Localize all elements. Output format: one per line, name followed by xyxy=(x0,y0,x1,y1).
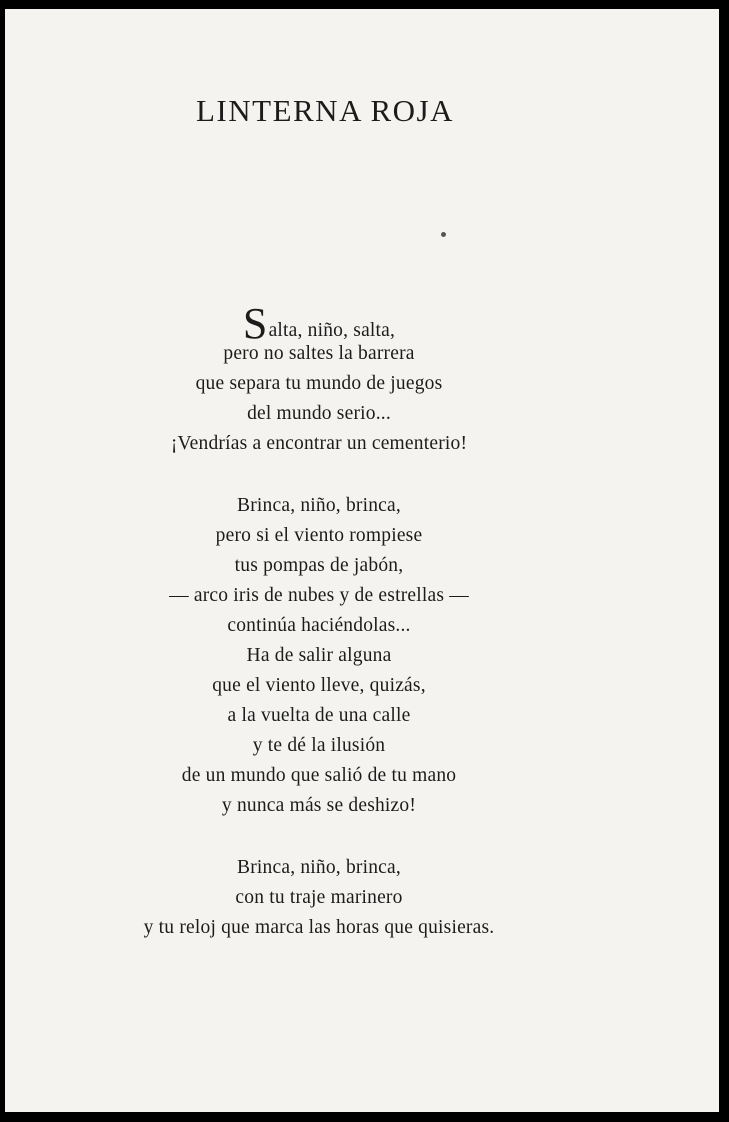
poem-line xyxy=(5,299,633,348)
poem-line: que el viento lleve, quizás, xyxy=(212,675,426,696)
drop-cap: S xyxy=(242,299,268,348)
stanza-3 xyxy=(5,853,633,943)
stanza-2 xyxy=(5,491,633,821)
poem-line: pero no saltes la barrera xyxy=(223,343,415,364)
poem-line: con tu traje marinero xyxy=(235,887,403,908)
poem-title: LINTERNA ROJA xyxy=(195,93,455,128)
poem-body xyxy=(5,299,633,975)
poem-line: pero si el viento rompiese xyxy=(215,525,423,546)
poem-line: y tu reloj que marca las horas que quisieras. xyxy=(143,917,495,938)
ink-speck xyxy=(441,232,446,237)
poem-line: Ha de salir alguna xyxy=(246,645,392,666)
poem-line: a la vuelta de una calle xyxy=(227,705,411,726)
poem-line: y nunca más se deshizo! xyxy=(221,795,417,816)
first-line-text: alta, niño, salta, xyxy=(268,320,396,341)
poem-line: ¡Vendrías a encontrar un cementerio! xyxy=(170,433,468,454)
poem-line: — arco iris de nubes y de estrellas — xyxy=(169,585,469,606)
poem-line: de un mundo que salió de tu mano xyxy=(181,765,457,786)
poem-line: Brinca, niño, brinca, xyxy=(237,857,401,878)
poem-line: continúa haciéndolas... xyxy=(227,615,411,636)
poem-line: tus pompas de jabón, xyxy=(234,555,404,576)
page xyxy=(5,9,719,1112)
poem-line: y te dé la ilusión xyxy=(252,735,386,756)
poem-line: que separa tu mundo de juegos xyxy=(195,373,443,394)
stanza-1 xyxy=(5,299,633,459)
poem-line: Brinca, niño, brinca, xyxy=(237,495,401,516)
poem-line: del mundo serio... xyxy=(247,403,391,424)
